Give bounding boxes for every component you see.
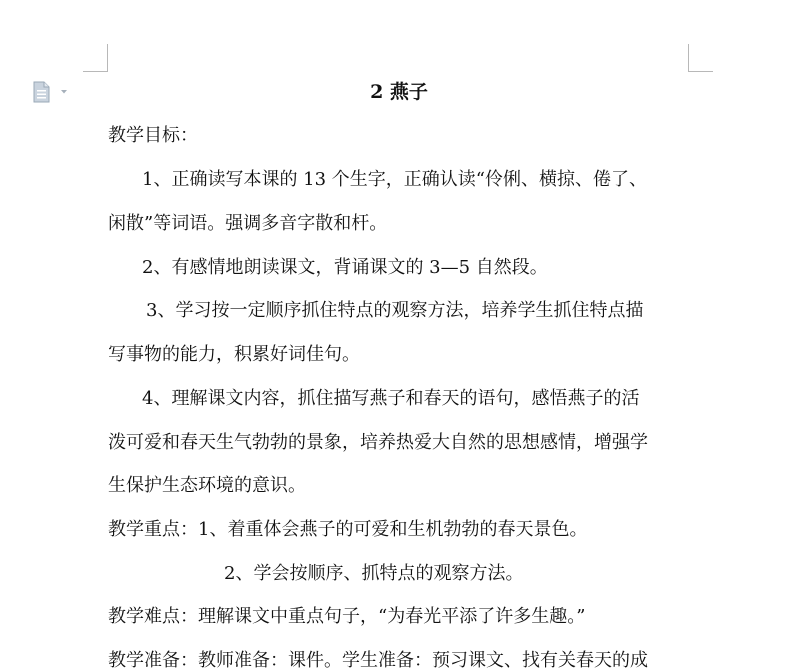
page-corner-mark-left xyxy=(83,44,108,72)
paragraph-line: 4、理解课文内容，抓住描写燕子和春天的语句，感悟燕子的活 xyxy=(142,388,640,409)
paragraph-line: 1、正确读写本课的 13 个生字，正确认读“伶俐、横掠、倦了、 xyxy=(142,169,647,190)
paragraph-line: 泼可爱和春天生气勃勃的景象，培养热爱大自然的思想感情，增强学 xyxy=(108,432,648,453)
section-heading-difficulties: 教学难点：理解课文中重点句子，“为春光平添了许多生趣。” xyxy=(108,606,586,627)
section-heading-preparation: 教学准备：教师准备：课件。学生准备：预习课文、找有关春天的成 xyxy=(108,650,648,671)
paragraph-line: 3、学习按一定顺序抓住特点的观察方法，培养学生抓住特点描 xyxy=(146,300,644,321)
paragraph-line: 闲散”等词语。强调多音字散和杆。 xyxy=(108,213,388,234)
paragraph-line: 写事物的能力，积累好词佳句。 xyxy=(108,344,360,365)
document-title: 2 燕子 xyxy=(370,81,428,103)
document-menu-button[interactable] xyxy=(32,81,72,103)
section-heading-goals: 教学目标： xyxy=(108,125,198,146)
dropdown-arrow-icon xyxy=(61,90,67,94)
section-heading-key-points: 教学重点：1、着重体会燕子的可爱和生机勃勃的春天景色。 xyxy=(108,519,588,540)
paragraph-line: 2、学会按顺序、抓特点的观察方法。 xyxy=(224,563,524,584)
document-icon xyxy=(32,81,72,103)
paragraph-line: 生保护生态环境的意识。 xyxy=(108,475,306,496)
page-corner-mark-right xyxy=(688,44,713,72)
paragraph-line: 2、有感情地朗读课文，背诵课文的 3—5 自然段。 xyxy=(142,257,548,278)
